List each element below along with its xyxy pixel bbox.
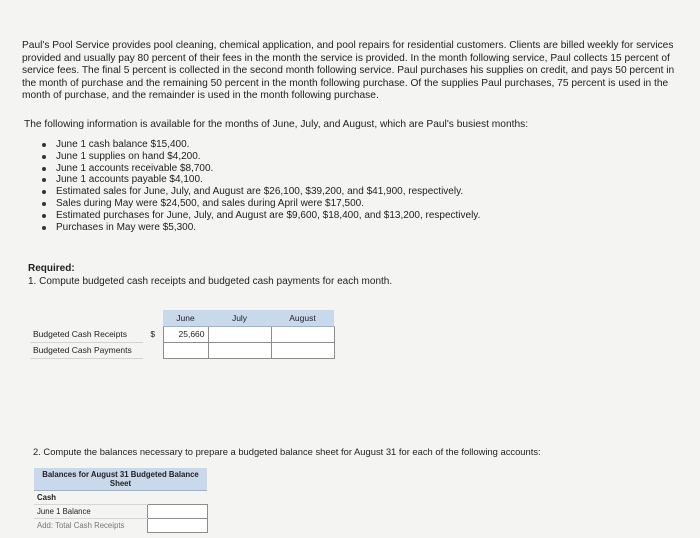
june-balance-input[interactable] [147,504,207,518]
row-label: Budgeted Cash Receipts [30,326,143,342]
column-header-august: August [271,310,334,326]
required-heading: Required: [28,263,75,274]
row-label: Budgeted Cash Payments [30,342,143,358]
currency-symbol: $ [150,329,156,339]
currency-symbol [143,342,163,358]
table-row [30,342,334,358]
balance-sheet-table [34,468,208,533]
receipts-july-input[interactable] [208,326,271,342]
list-item: Purchases in May were $5,300. [40,222,480,234]
column-header-june: June [163,310,208,326]
payments-august-input[interactable] [271,342,334,358]
receipts-august-input[interactable] [271,326,334,342]
table-row [34,490,207,504]
list-item: June 1 accounts receivable $8,700. [40,163,480,175]
row-label: Add: Total Cash Receipts [37,520,125,530]
list-item: June 1 accounts payable $4,100. [40,174,480,186]
list-item: Estimated purchases for June, July, and August are $9,600, $18,400, and $13,200, respectively. [40,210,480,222]
receipts-june-input[interactable]: 25,660 [163,326,208,342]
info-lead: The following information is available for the months of June, July, and August, which are Paul's busiest months: [24,119,529,130]
question-1: 1. Compute budgeted cash receipts and budgeted cash payments for each month. [28,276,393,287]
table-row [30,326,334,342]
list-item: Sales during May were $24,500, and sales during April were $17,500. [40,198,480,210]
table-header-row [30,310,334,326]
payments-june-input[interactable] [163,342,208,358]
payments-july-input[interactable] [208,342,271,358]
list-item: June 1 supplies on hand $4,200. [40,151,480,163]
problem-intro: Paul's Pool Service provides pool cleaning, chemical application, and pool repairs for residential customers. Clients are billed weekly for services provided and usually pay 80 percent of their fees in the month the service is provided. In the month following service, Paul collects 15 percent of service fees. The final 5 percent is collected in the second month following service. Paul purchases his supplies on credit, and pays 50 percent in the month of purchase and the remaining 50 percent in the month following purchase. Of the supplies Paul purchases, 75 percent is used in the month of purchase, and the remainder is used in the month following purchase. [22,40,675,102]
balance-sheet-header: Balances for August 31 Budgeted Balance Sheet [34,468,207,490]
total-cash-receipts-input[interactable] [147,518,207,532]
section-label-cash: Cash [34,490,147,504]
column-header-july: July [208,310,271,326]
list-item: Estimated sales for June, July, and August are $26,100, $39,200, and $41,900, respectively. [40,186,480,198]
question-2: 2. Compute the balances necessary to prepare a budgeted balance sheet for August 31 for each of the following accounts: [33,446,541,457]
table-row [34,504,207,518]
table-row [34,518,207,532]
row-label: June 1 Balance [34,504,147,518]
list-item: June 1 cash balance $15,400. [40,139,480,151]
table-header-row [34,468,207,490]
cash-budget-table [30,310,335,359]
info-list [40,139,480,233]
